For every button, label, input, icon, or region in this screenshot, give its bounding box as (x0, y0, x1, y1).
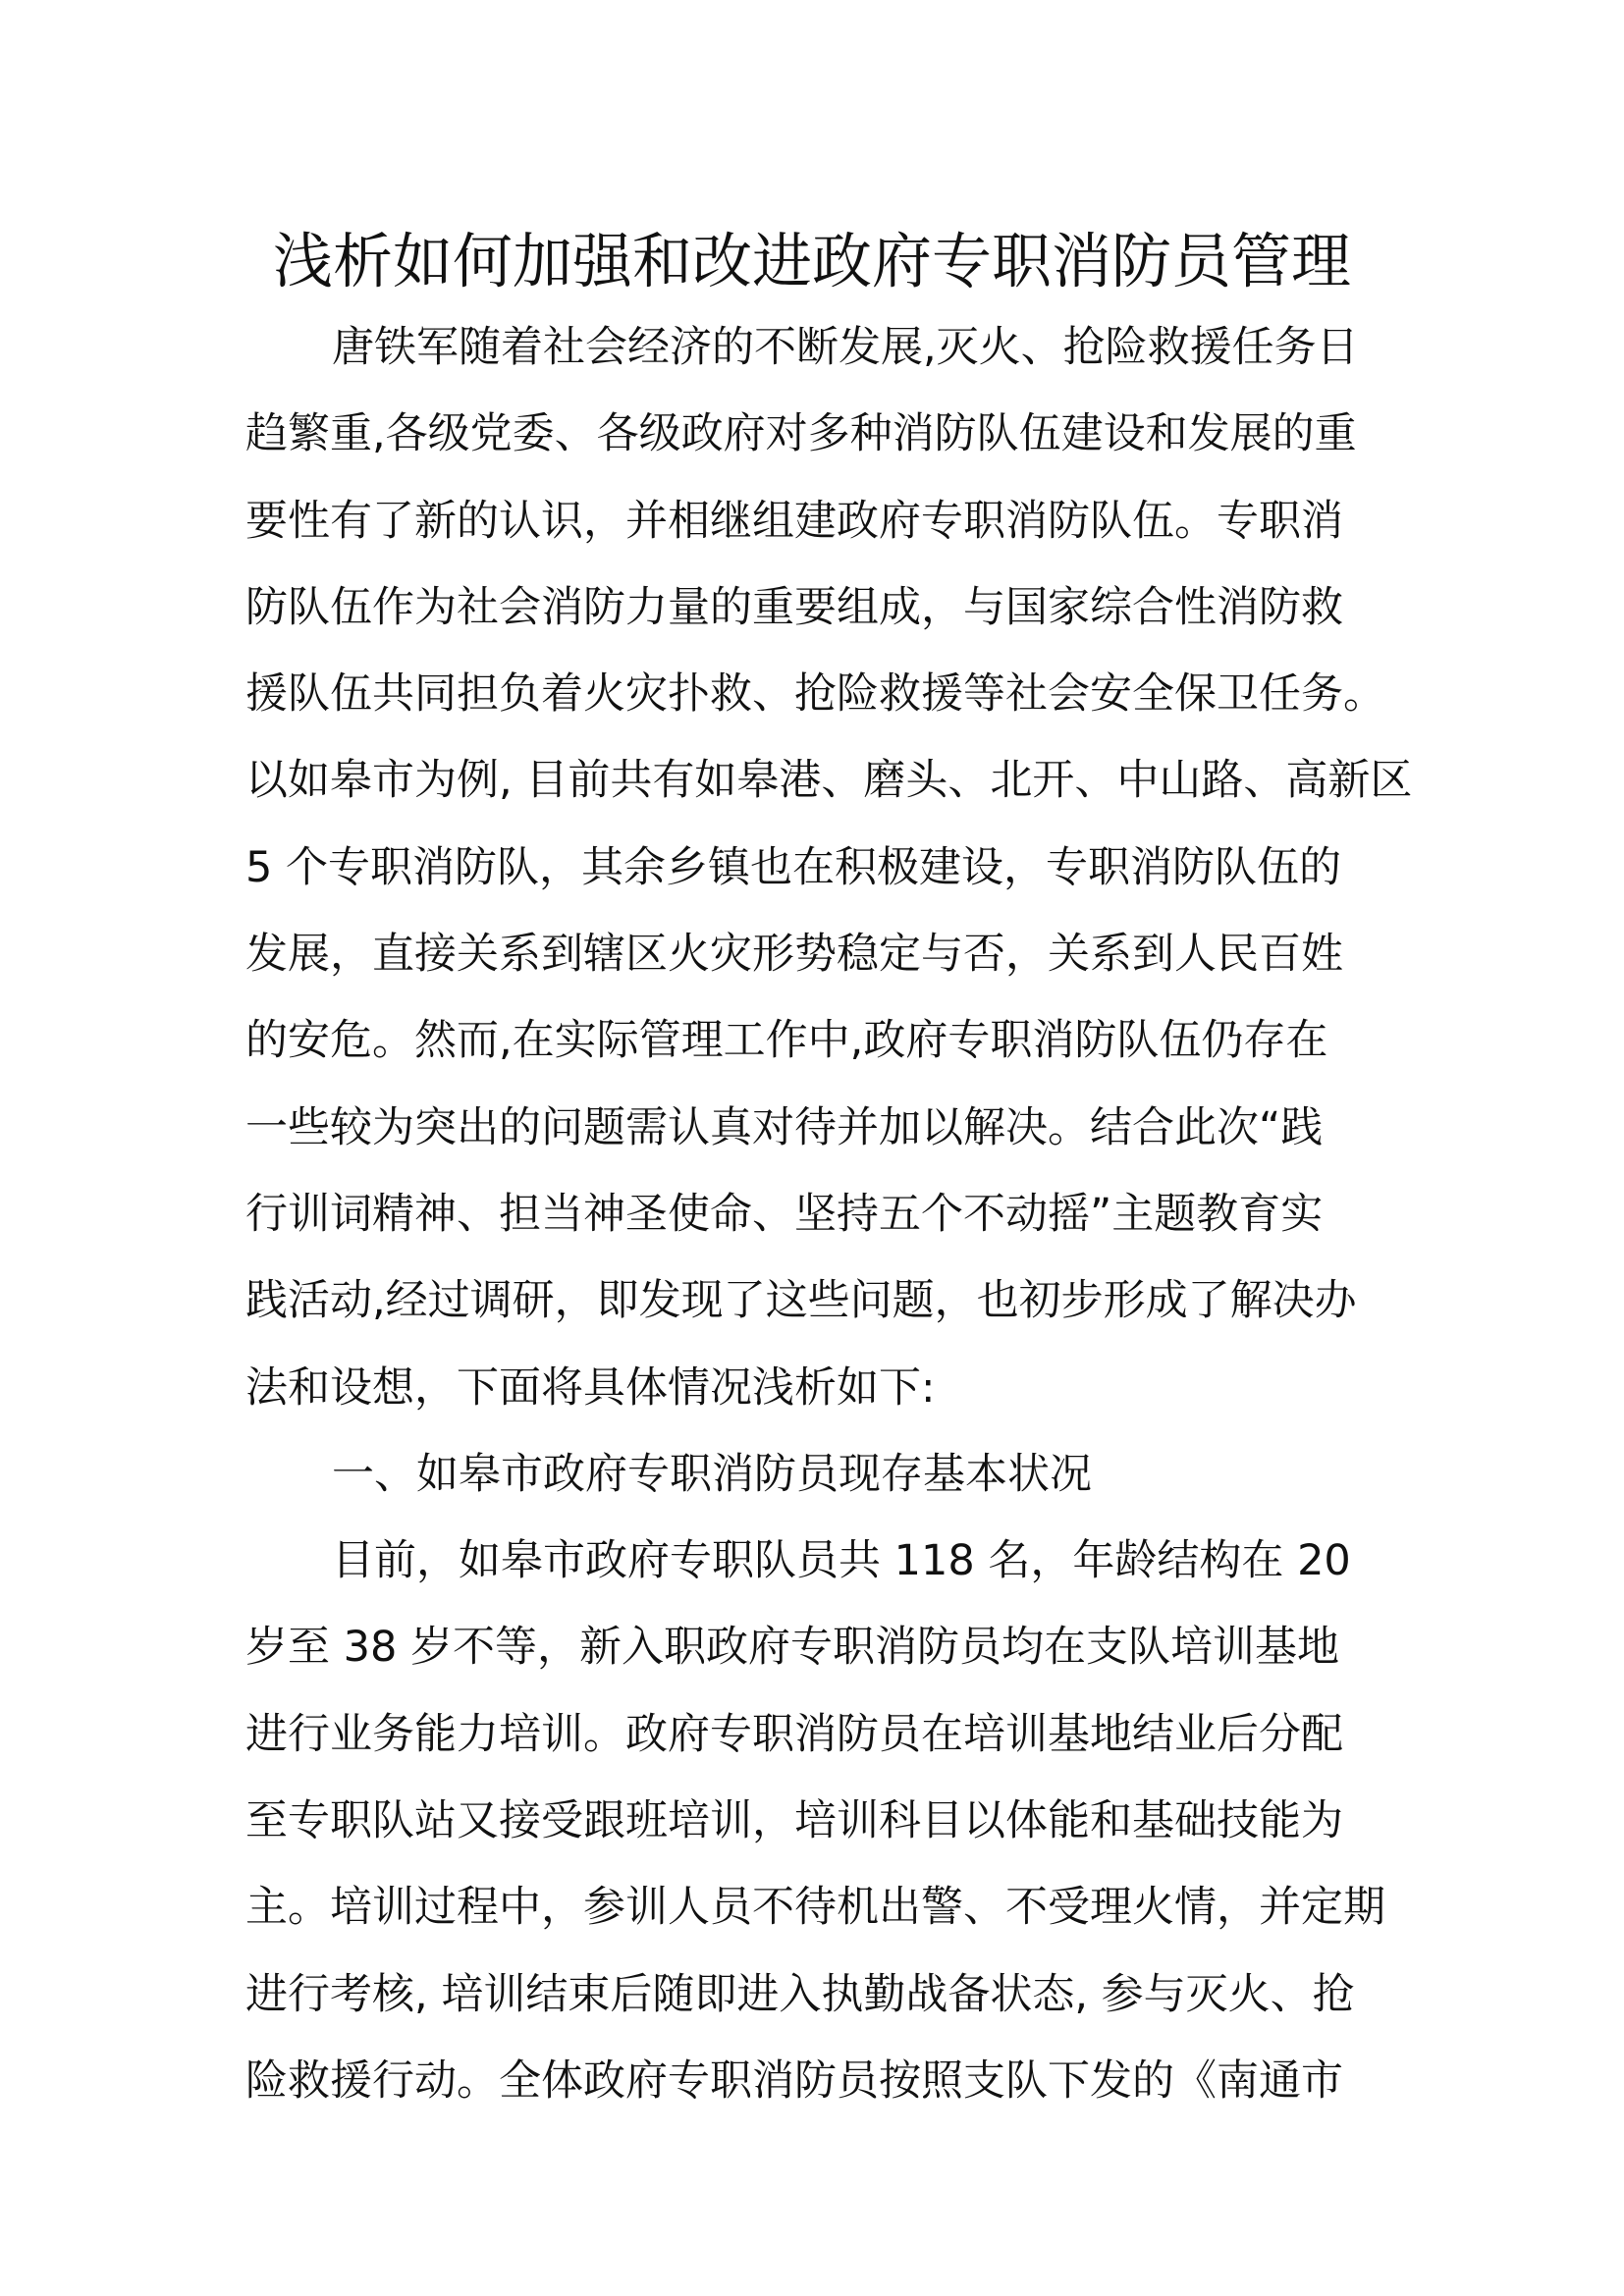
paragraph-line: 一些较为突出的问题需认真对待并加以解决。结合此次“践 (245, 1102, 1324, 1152)
section-heading: 一、如皋市政府专职消防员现存基本状况 (332, 1449, 1092, 1499)
paragraph-line: 至专职队站又接受跟班培训，培训科目以体能和基础技能为 (245, 1796, 1343, 1846)
paragraph-line: 趋繁重,各级党委、各级政府对多种消防队伍建设和发展的重 (245, 409, 1357, 459)
paragraph-line: 践活动,经过调研，即发现了这些问题，也初步形成了解决办 (245, 1276, 1357, 1326)
paragraph-line: 行训词精神、担当神圣使命、坚持五个不动摇”主题教育实 (245, 1189, 1324, 1239)
document-title: 浅析如何加强和改进政府专职消防员管理 (272, 227, 1351, 296)
paragraph-line: 以如皋市为例, 目前共有如皋港、磨头、北开、中山路、高新区 (245, 756, 1413, 806)
document-body (245, 304, 1414, 2124)
paragraph-line: 5 个专职消防队，其余乡镇也在积极建设，专职消防队伍的 (245, 842, 1342, 892)
paragraph-line: 唐铁军随着社会经济的不断发展,灭火、抢险救援任务日 (332, 323, 1359, 372)
paragraph-line: 要性有了新的认识，并相继组建政府专职消防队伍。专职消 (245, 496, 1343, 546)
paragraph-line: 法和设想，下面将具体情况浅析如下: (245, 1362, 936, 1413)
paragraph-line: 防队伍作为社会消防力量的重要组成，与国家综合性消防救 (245, 582, 1343, 632)
paragraph-line: 目前，如皋市政府专职队员共 118 名，年龄结构在 20 (332, 1536, 1351, 1586)
paragraph-line: 进行业务能力培训。政府专职消防员在培训基地结业后分配 (245, 1709, 1343, 1759)
paragraph-line: 援队伍共同担负着火灾扑救、抢险救援等社会安全保卫任务。 (245, 669, 1385, 720)
paragraph-line: 主。培训过程中，参训人员不待机出警、不受理火情，并定期 (245, 1883, 1385, 1933)
paragraph-line: 岁至 38 岁不等，新入职政府专职消防员均在支队培训基地 (245, 1623, 1340, 1673)
paragraph-line: 发展，直接关系到辖区火灾形势稳定与否，关系到人民百姓 (245, 930, 1343, 980)
paragraph-line: 进行考核, 培训结束后随即进入执勤战备状态, 参与灭火、抢 (245, 1969, 1355, 2019)
paragraph-line: 险救援行动。全体政府专职消防员按照支队下发的《南通市 (245, 2056, 1343, 2106)
paragraph-line: 的安危。然而,在实际管理工作中,政府专职消防队伍仍存在 (245, 1016, 1328, 1066)
